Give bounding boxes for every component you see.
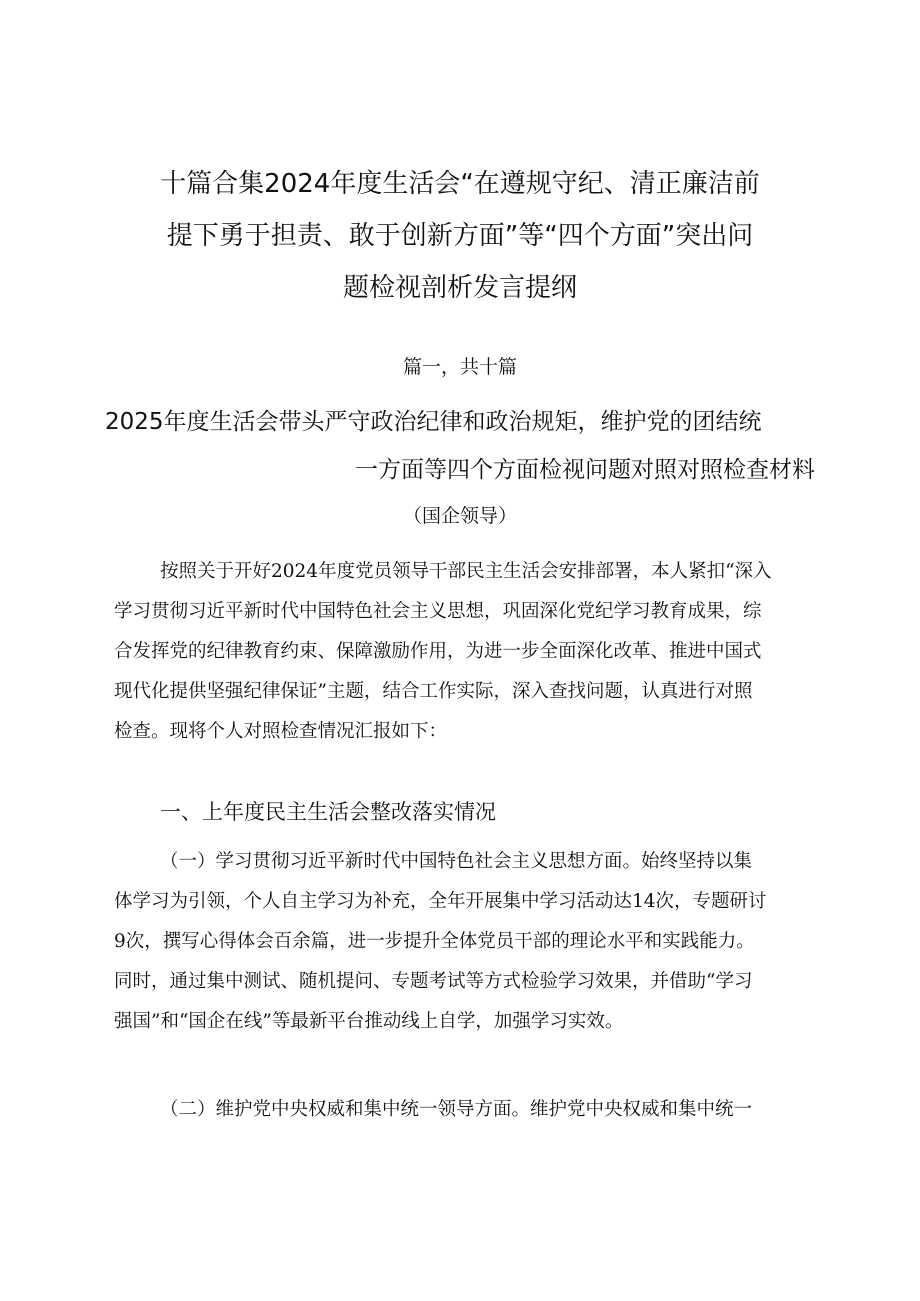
paragraph-one xyxy=(114,842,814,1042)
title-line: 十篇合集2024年度生活会“在遵规守纪、清正廉洁前 xyxy=(160,169,760,199)
document-title xyxy=(100,158,820,314)
paragraph-line: （二）维护党中央权威和集中统一领导方面。维护党中央权威和集中统一 xyxy=(160,1099,753,1120)
title-line: 提下勇于担责、敢于创新方面”等“四个方面”突出问 xyxy=(166,221,754,251)
section-heading: 一、上年度民主生活会整改落实情况 xyxy=(160,800,496,824)
subtitle-line: 2025年度生活会带头严守政治纪律和政治规矩，维护党的团结统 xyxy=(105,409,762,435)
paragraph-line: 检查。现将个人对照检查情况汇报如下： xyxy=(114,721,448,742)
paragraph-line: 强国”和“国企在线”等最新平台推动线上自学，加强学习实效。 xyxy=(114,1011,624,1032)
paragraph-line: 体学习为引领，个人自主学习为补充，全年开展集中学习活动达14次，专题研讨 xyxy=(114,891,767,912)
intro-paragraph xyxy=(114,552,814,752)
paragraph-line: 现代化提供坚强纪律保证”主题，结合工作实际，深入查找问题，认真进行对照 xyxy=(114,681,753,702)
paragraph-line: （一）学习贯彻习近平新时代中国特色社会主义思想方面。始终坚持以集 xyxy=(160,851,753,872)
paragraph-line: 学习贯彻习近平新时代中国特色社会主义思想，巩固深化党纪学习教育成果，综 xyxy=(114,601,762,622)
part-label: 篇一，共十篇 xyxy=(402,356,517,378)
subtitle-line: 一方面等四个方面检视问题对照对照检查材料 xyxy=(355,457,815,483)
paragraph-line: 9次，撰写心得体会百余篇，进一步提升全体党员干部的理论水平和实践能力。 xyxy=(114,931,755,952)
paragraph-line: 按照关于开好2024年度党员领导干部民主生活会安排部署，本人紧扣“深入 xyxy=(160,561,772,582)
subtitle-note: （国企领导） xyxy=(402,505,517,527)
title-line: 题检视剖析发言提纲 xyxy=(342,273,577,303)
paragraph-two xyxy=(114,1090,814,1130)
subtitle xyxy=(105,398,815,494)
paragraph-line: 合发挥党的纪律教育约束、保障激励作用，为进一步全面深化改革、推进中国式 xyxy=(114,641,762,662)
paragraph-line: 同时，通过集中测试、随机提问、专题考试等方式检验学习效果，并借助“学习 xyxy=(114,971,753,992)
